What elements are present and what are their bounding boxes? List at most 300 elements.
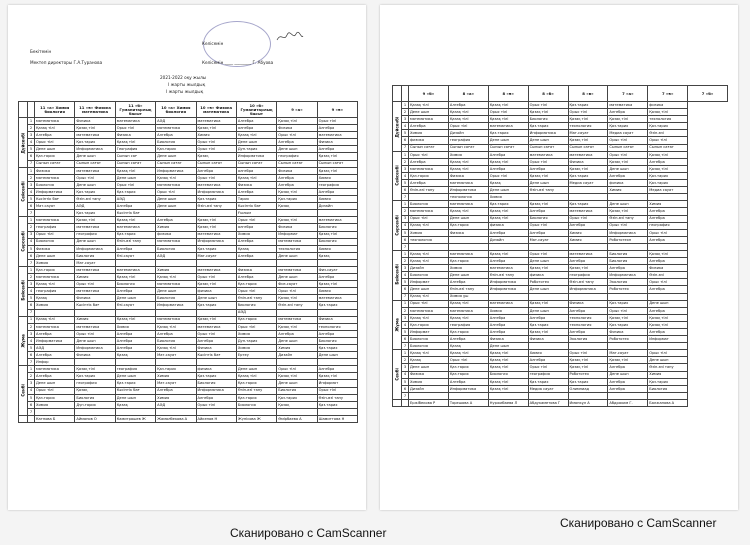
subject-cell: Қазақ тілі xyxy=(608,208,648,215)
subject-cell: Алгебра xyxy=(528,357,568,364)
subject-cell: Дизайн xyxy=(448,130,488,137)
subject-cell: Қазақ тілі xyxy=(568,137,608,144)
subject-cell: Химия xyxy=(75,316,115,323)
subject-cell: Алгебра xyxy=(568,329,608,336)
subject-cell: Биология xyxy=(75,394,115,401)
subject-cell: Мат.сауат xyxy=(568,130,608,137)
subject-cell: Кәсіптік бағ xyxy=(236,203,276,210)
subject-cell xyxy=(488,392,528,399)
lesson-row xyxy=(19,309,358,316)
subject-cell: математика xyxy=(568,151,608,158)
lesson-row xyxy=(393,180,728,187)
subject-cell: Өзі.сауат xyxy=(115,302,155,309)
subject-cell: Дене шын xyxy=(236,366,276,373)
subject-cell: технология xyxy=(568,123,608,130)
subject-cell: математика xyxy=(448,250,488,257)
subject-cell xyxy=(115,259,155,266)
subject-cell xyxy=(648,243,688,250)
lesson-number: 3 xyxy=(28,380,35,387)
subject-cell: математика xyxy=(156,125,196,132)
subject-cell xyxy=(448,236,488,243)
subject-cell: Қаз.тарих xyxy=(156,366,196,373)
subject-cell: Алгебра xyxy=(409,123,449,130)
subject-cell: Физика xyxy=(277,125,317,132)
subject-cell: Информат xyxy=(409,279,449,286)
subject-cell: Сынып сағат xyxy=(528,144,568,151)
subject-cell: география xyxy=(75,231,115,238)
subject-cell: Қазақ тілі xyxy=(488,385,528,392)
subject-cell: Қаз.тарих xyxy=(448,329,488,336)
subject-cell: Қазақ тілі xyxy=(448,350,488,357)
subject-cell xyxy=(156,210,196,217)
lesson-number: 2 xyxy=(28,125,35,132)
subject-cell: Информатика xyxy=(488,286,528,293)
subject-cell: Алгебра xyxy=(608,109,648,116)
subject-cell: Информатика xyxy=(608,272,648,279)
subject-cell: Қазақ тілі xyxy=(528,172,568,179)
lesson-number: 5 xyxy=(402,229,409,236)
subject-cell: Қазақ тілі xyxy=(608,357,648,364)
teacher-name: Камитрашев Ж xyxy=(115,415,155,422)
subject-cell: Химия xyxy=(196,132,236,139)
day-label: Бейсенбі xyxy=(19,266,28,316)
lesson-number: 7 xyxy=(28,259,35,266)
subject-cell: Орыс тілі xyxy=(528,364,568,371)
lesson-row xyxy=(19,330,358,337)
schedule-year: 2021-2022 оқу жылы xyxy=(160,75,207,80)
subject-cell: Қазақ тілі xyxy=(236,132,276,139)
subject-cell: математика xyxy=(448,201,488,208)
lesson-number: 1 xyxy=(402,300,409,307)
teacher-name: Жамалбекова А xyxy=(156,415,196,422)
subject-cell: Физика xyxy=(568,300,608,307)
column-header: 8 «б» xyxy=(528,86,568,102)
lesson-number: 3 xyxy=(402,215,409,222)
lesson-row xyxy=(19,345,358,352)
subject-cell: Қазақ xyxy=(277,203,317,210)
lesson-row xyxy=(19,408,358,415)
subject-cell: Қазақ тілі xyxy=(277,373,317,380)
subject-cell: математика xyxy=(568,250,608,257)
subject-cell: Орыс тілі xyxy=(115,125,155,132)
lesson-row xyxy=(19,132,358,139)
subject-cell: Алгебра xyxy=(648,236,688,243)
subject-cell: Алгебра xyxy=(156,132,196,139)
subject-cell xyxy=(196,210,236,217)
subject-cell: Дене шын xyxy=(277,337,317,344)
subject-cell: Қаз.тарих xyxy=(648,123,688,130)
subject-cell: Қаз.тарих xyxy=(608,123,648,130)
subject-cell: Информатика xyxy=(35,337,75,344)
day-label: Сенбі xyxy=(393,350,402,400)
subject-cell: Қазақ xyxy=(448,343,488,350)
subject-cell: Биология xyxy=(317,224,357,231)
lesson-row xyxy=(19,323,358,330)
lesson-row xyxy=(393,357,728,364)
subject-cell: Қазақ xyxy=(196,153,236,160)
subject-cell: Орыс тілі xyxy=(236,217,276,224)
subject-cell: Сынып сағат xyxy=(448,144,488,151)
subject-cell: Қаз.тарих xyxy=(35,153,75,160)
subject-cell: Қазақ тілі xyxy=(317,373,357,380)
camscanner-watermark-left: Сканировано с CamScanner xyxy=(230,526,387,540)
subject-cell: Алгебра xyxy=(648,208,688,215)
subject-cell: Биология xyxy=(75,252,115,259)
subject-cell: Дене шын xyxy=(35,146,75,153)
subject-cell: Химия xyxy=(35,401,75,408)
subject-cell: Алгебра xyxy=(317,274,357,281)
subject-cell: Сынып сағат xyxy=(568,144,608,151)
lesson-row xyxy=(393,123,728,130)
subject-cell: Физика xyxy=(115,132,155,139)
subject-cell: Алгебра xyxy=(115,337,155,344)
lesson-number: 1 xyxy=(28,316,35,323)
subject-cell: Орыс тілі xyxy=(115,181,155,188)
subject-cell: Алгебра xyxy=(156,330,196,337)
subject-cell: Кәсіптік бағ xyxy=(35,196,75,203)
subject-cell: география xyxy=(648,222,688,229)
subject-cell: Орыс тілі xyxy=(488,109,528,116)
lesson-number: 3 xyxy=(402,314,409,321)
lesson-row xyxy=(19,210,358,217)
subject-cell: Қазақ тілі xyxy=(35,316,75,323)
subject-cell: Орыс тілі xyxy=(75,174,115,181)
subject-cell: Қазақ тілі xyxy=(196,125,236,132)
subject-cell: Қазақ тілі xyxy=(409,258,449,265)
subject-cell: Алгебра xyxy=(317,188,357,195)
subject-cell: Алгебра xyxy=(317,146,357,153)
lesson-number: 4 xyxy=(402,371,409,378)
lesson-number: 5 xyxy=(402,130,409,137)
approve-director: Мектеп директоры Г.А.Туранова xyxy=(30,60,103,65)
lesson-number: 6 xyxy=(402,236,409,243)
lesson-row xyxy=(393,300,728,307)
subject-cell: Қаз.тарих xyxy=(448,364,488,371)
subject-cell: Химия xyxy=(568,236,608,243)
column-header: 9 «а» xyxy=(277,102,317,118)
subject-cell: Экология xyxy=(608,279,648,286)
lesson-row xyxy=(19,359,358,366)
subject-cell: Қаз.тарих xyxy=(568,378,608,385)
lesson-row xyxy=(19,337,358,344)
subject-cell: математика xyxy=(409,208,449,215)
subject-cell: Қазақ тілі xyxy=(488,378,528,385)
subject-cell: физика xyxy=(648,102,688,109)
teacher-name: Өмірбаева А xyxy=(277,415,317,422)
subject-cell: Қазақ тілі xyxy=(277,118,317,125)
subject-cell: Алгебра xyxy=(488,258,528,265)
column-header: 10 «а» Химия биология xyxy=(156,102,196,118)
subject-cell: Дене шын xyxy=(236,139,276,146)
subject-cell: Қазақ тілі xyxy=(156,274,196,281)
subject-cell: Орыс тілі xyxy=(648,279,688,286)
column-header: 8 «в» xyxy=(568,86,608,102)
subject-cell: Қазақ тілі xyxy=(528,265,568,272)
subject-cell: Информат xyxy=(409,329,449,336)
subject-cell xyxy=(196,309,236,316)
teacher-name: Торешова А xyxy=(448,399,488,406)
column-header: 9 «ә» xyxy=(317,102,357,118)
subject-cell: Робототехн xyxy=(608,236,648,243)
lesson-row xyxy=(19,188,358,195)
subject-cell: Алгебра xyxy=(236,274,276,281)
subject-cell: Дене шын xyxy=(277,146,317,153)
subject-cell xyxy=(608,243,648,250)
lesson-number: 3 xyxy=(402,116,409,123)
subject-cell: география xyxy=(448,137,488,144)
blank-cell xyxy=(19,415,28,422)
subject-cell: Орыс тілі xyxy=(568,215,608,222)
subject-cell: Сынып сағат xyxy=(317,160,357,167)
subject-cell: Алгебра xyxy=(156,387,196,394)
subject-cell: Дене шын xyxy=(115,394,155,401)
subject-cell: Қаз.тарих xyxy=(528,321,568,328)
teacher-name: Шамиттова Н xyxy=(317,415,357,422)
subject-cell: Қазақ тілі xyxy=(277,295,317,302)
subject-cell: Алгебра xyxy=(488,314,528,321)
subject-cell: Робототех xyxy=(528,279,568,286)
subject-cell: физика xyxy=(528,272,568,279)
subject-cell: Сынып сағат xyxy=(488,144,528,151)
subject-cell: Алгебра xyxy=(448,336,488,343)
subject-cell: технология xyxy=(648,116,688,123)
lesson-row xyxy=(393,194,728,201)
subject-cell: математика xyxy=(75,132,115,139)
subject-cell: география xyxy=(75,380,115,387)
subject-cell: Ертеу xyxy=(236,352,276,359)
scanned-page-right xyxy=(380,5,738,510)
lesson-row xyxy=(19,274,358,281)
subject-cell: Қаз.тарих xyxy=(196,245,236,252)
day-label: Сенбі xyxy=(19,366,28,416)
subject-cell: Қаз.тарих xyxy=(236,394,276,401)
subject-cell xyxy=(236,408,276,415)
day-label: Дүйсенбі xyxy=(19,118,28,168)
subject-cell: Орыс тілі xyxy=(528,102,568,109)
subject-cell: Дене шын xyxy=(648,300,688,307)
lesson-number: 5 xyxy=(28,345,35,352)
subject-cell: Қазақ тілі xyxy=(409,293,449,300)
subject-cell: Қаз.тарих xyxy=(317,401,357,408)
subject-cell xyxy=(648,392,688,399)
subject-cell: география xyxy=(35,224,75,231)
lesson-number: 2 xyxy=(402,208,409,215)
subject-cell: математика xyxy=(277,238,317,245)
lesson-row xyxy=(393,130,728,137)
scanned-page-left xyxy=(8,5,366,510)
lesson-number: 2 xyxy=(402,158,409,165)
day-label: Сәрсенбі xyxy=(393,201,402,251)
subject-cell xyxy=(156,359,196,366)
subject-cell: Химия xyxy=(236,330,276,337)
subject-cell: Алгебра xyxy=(568,258,608,265)
subject-cell: Қазақ тілі xyxy=(115,139,155,146)
subject-cell: Қазақ тілі xyxy=(488,215,528,222)
subject-cell: Қаз.тарих xyxy=(75,373,115,380)
lesson-row xyxy=(393,350,728,357)
subject-cell: Орыс тілі xyxy=(35,387,75,394)
lesson-number: 6 xyxy=(402,137,409,144)
subject-cell: Қазақ тілі xyxy=(528,329,568,336)
subject-cell: Орыс тілі xyxy=(528,158,568,165)
subject-cell: Қаз.тарих xyxy=(528,123,568,130)
teacher-name: Ержібекова Р xyxy=(409,399,449,406)
lesson-row xyxy=(393,102,728,109)
lesson-row xyxy=(19,394,358,401)
subject-cell: Қаз.тарих xyxy=(236,316,276,323)
lesson-number: 5 xyxy=(402,329,409,336)
subject-cell xyxy=(35,408,75,415)
lesson-number: 5 xyxy=(28,394,35,401)
subject-cell: Алгебра xyxy=(35,352,75,359)
subject-cell xyxy=(317,309,357,316)
subject-cell: математика xyxy=(75,224,115,231)
lesson-number: 6 xyxy=(402,336,409,343)
lesson-row xyxy=(393,250,728,257)
column-header: 7 «б» xyxy=(688,86,728,102)
subject-cell: Қазақ тілі xyxy=(568,357,608,364)
lesson-row xyxy=(393,201,728,208)
subject-cell xyxy=(528,392,568,399)
subject-cell xyxy=(608,293,648,300)
subject-cell: Қазақ тілі xyxy=(35,281,75,288)
subject-cell xyxy=(317,408,357,415)
subject-cell: Қазақ xyxy=(409,357,449,364)
subject-cell: Алгебра xyxy=(568,307,608,314)
subject-cell: математика xyxy=(568,208,608,215)
subject-cell: Қазақ тілі xyxy=(488,250,528,257)
lesson-row xyxy=(19,174,358,181)
subject-cell: математика xyxy=(608,102,648,109)
subject-cell xyxy=(568,194,608,201)
subject-cell: Биология xyxy=(608,258,648,265)
subject-cell: Робототех xyxy=(608,336,648,343)
subject-cell: Тарих xyxy=(236,196,276,203)
subject-cell: Қазақ xyxy=(488,180,528,187)
subject-cell: Қазақ тілі xyxy=(75,217,115,224)
lesson-number: 5 xyxy=(28,295,35,302)
subject-cell: Сынып сағат xyxy=(75,160,115,167)
agree-signer: Келісемін ____ ________ Г. Абуова xyxy=(202,60,274,65)
lesson-number: 1 xyxy=(402,350,409,357)
subject-cell: Дене шын xyxy=(115,174,155,181)
column-header: 10 «ә» Физика математика xyxy=(196,102,236,118)
subject-cell: Робототех xyxy=(608,286,648,293)
subject-cell: Алгебра xyxy=(608,385,648,392)
subject-cell: Медиа сауат xyxy=(568,180,608,187)
lesson-number: 4 xyxy=(402,321,409,328)
lesson-row xyxy=(19,118,358,125)
lesson-number: 1 xyxy=(28,118,35,125)
subject-cell: Өзін-өзі тану xyxy=(488,272,528,279)
subject-cell xyxy=(488,243,528,250)
subject-cell: Өзін-өзі тану xyxy=(277,302,317,309)
subject-cell: Қазақ тілі xyxy=(156,174,196,181)
subject-cell: Дизайн xyxy=(317,203,357,210)
subject-cell: Алгебра xyxy=(648,286,688,293)
subject-cell: Өзін-өзі тану xyxy=(236,295,276,302)
subject-cell xyxy=(115,408,155,415)
lesson-row xyxy=(19,252,358,259)
subject-cell xyxy=(35,210,75,217)
subject-cell: Алгебра xyxy=(277,330,317,337)
subject-cell: Химия xyxy=(156,394,196,401)
subject-cell: Физика xyxy=(35,245,75,252)
subject-cell: Қазақ тілі xyxy=(608,158,648,165)
subject-cell: Қазақ тілі xyxy=(488,116,528,123)
subject-cell xyxy=(608,392,648,399)
subject-cell: Информат xyxy=(317,380,357,387)
subject-cell: Орыс тілі xyxy=(317,387,357,394)
subject-cell: Орыс тілі xyxy=(448,123,488,130)
subject-cell: Орыс тілі xyxy=(35,139,75,146)
subject-cell: Қаз.тарих xyxy=(35,394,75,401)
subject-cell: Физика xyxy=(317,139,357,146)
subject-cell: география xyxy=(528,371,568,378)
lesson-row xyxy=(393,307,728,314)
lesson-row xyxy=(19,380,358,387)
column-header xyxy=(402,86,409,102)
subject-cell: Мат.сауат xyxy=(75,259,115,266)
subject-cell: Өзін-өзі тану xyxy=(648,364,688,371)
subject-cell: Медиа сауат xyxy=(528,385,568,392)
lesson-number: 1 xyxy=(28,366,35,373)
subject-cell: Қазақ тілі xyxy=(156,323,196,330)
subject-cell: Өзін-өзі тану xyxy=(196,203,236,210)
subject-cell: Алгебра xyxy=(409,180,449,187)
subject-cell: Дене шын xyxy=(528,307,568,314)
subject-cell: Дене шын xyxy=(608,165,648,172)
subject-cell: Алгебра xyxy=(528,208,568,215)
lesson-number: 5 xyxy=(402,279,409,286)
subject-cell xyxy=(448,243,488,250)
subject-cell: Алгебра xyxy=(448,279,488,286)
subject-cell: математика xyxy=(317,295,357,302)
subject-cell: Дене шын xyxy=(409,109,449,116)
lesson-row xyxy=(393,236,728,243)
lesson-number: 2 xyxy=(402,307,409,314)
lesson-number: 7 xyxy=(402,293,409,300)
subject-cell: Робототех xyxy=(568,371,608,378)
subject-cell: Қаз.тарих xyxy=(196,302,236,309)
subject-cell: география xyxy=(35,288,75,295)
subject-cell: Дене шын xyxy=(608,371,648,378)
column-header xyxy=(19,102,28,118)
subject-cell: Алгебра xyxy=(317,125,357,132)
subject-cell: Дене шын xyxy=(317,352,357,359)
subject-cell xyxy=(568,293,608,300)
lesson-number: 2 xyxy=(28,224,35,231)
subject-cell: Биология xyxy=(277,387,317,394)
subject-cell: Қазақ тілі xyxy=(448,109,488,116)
subject-cell: Қазақ тілі xyxy=(568,364,608,371)
subject-cell: Информат xyxy=(648,336,688,343)
subject-cell: физика xyxy=(608,180,648,187)
subject-cell: математика xyxy=(115,266,155,273)
subject-cell: Алгебра xyxy=(115,330,155,337)
subject-cell: Алгебра xyxy=(277,139,317,146)
subject-cell: Орыс тілі xyxy=(568,109,608,116)
subject-cell: математика xyxy=(488,265,528,272)
subject-cell: Өзін-өзі тану xyxy=(448,286,488,293)
lesson-number: 7 xyxy=(28,309,35,316)
subject-cell: Қаз.тарих xyxy=(277,394,317,401)
subject-cell: математика xyxy=(448,307,488,314)
lesson-number: 5 xyxy=(28,245,35,252)
subject-cell: Қазақ xyxy=(35,295,75,302)
subject-cell: Алгебра xyxy=(115,345,155,352)
subject-cell xyxy=(75,359,115,366)
